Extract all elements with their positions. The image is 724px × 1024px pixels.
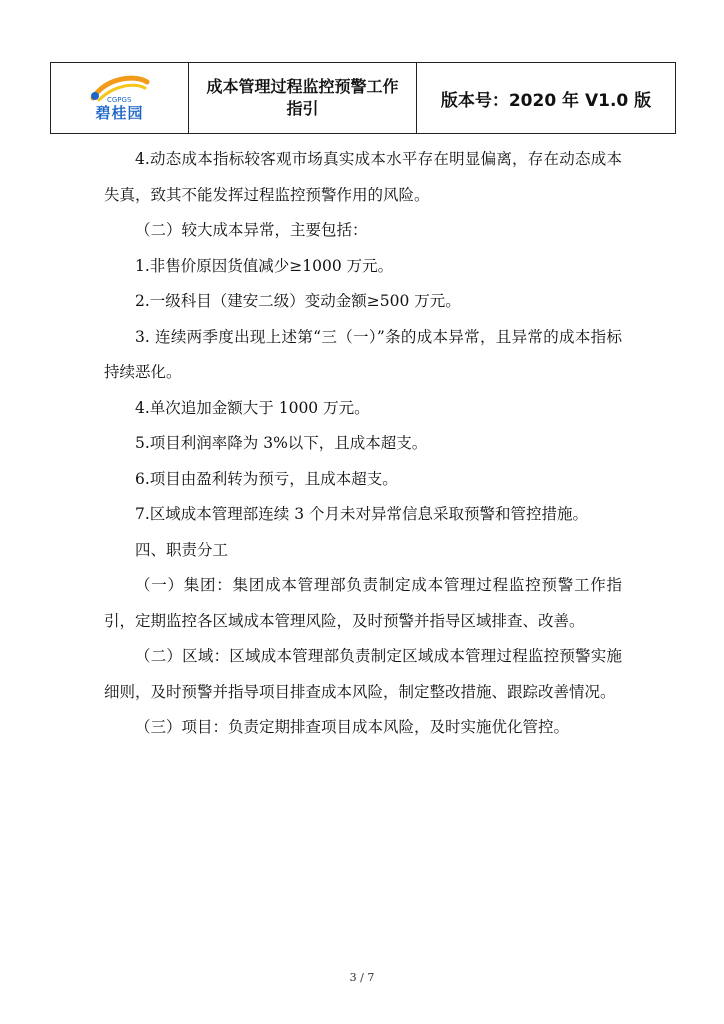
paragraph: 6.项目由盈利转为预亏，且成本超支。 [135, 469, 398, 488]
paragraph: 5.项目利润率降为 3%以下，且成本超支。 [135, 434, 428, 452]
document-title: 成本管理过程监控预警工作指引 [189, 63, 417, 133]
paragraph: （二）较大成本异常，主要包括： [135, 221, 368, 239]
paragraph: 3. 连续两季度出现上述第“三（一）”条的成本异常，且异常的成本指标持续恶化。 [104, 327, 622, 381]
logo-text: 碧桂园 [95, 103, 144, 122]
paragraph: 1.非售价原因货值减少≥1000 万元。 [135, 256, 394, 275]
paragraph: 2.一级科目（建安二级）变动金额≥500 万元。 [135, 292, 461, 310]
svg-text:CGPGS: CGPGS [106, 95, 131, 104]
paragraph: 4.动态成本指标较客观市场真实成本水平存在明显偏离，存在动态成本失真，致其不能发挥过程监控预警作用的风险。 [104, 150, 622, 204]
version-label: 版本号：2020 年 V1.0 版 [440, 90, 652, 111]
section-heading: 四、职责分工 [135, 540, 229, 559]
company-logo-icon [85, 74, 155, 104]
logo-cell [51, 63, 189, 133]
paragraph: （二）区域：区域成本管理部负责制定区域成本管理过程监控预警实施细则，及时预警并指导项目排查成本风险，制定整改措施、跟踪改善情况。 [104, 647, 622, 701]
paragraph: （一）集团：集团成本管理部负责制定成本管理过程监控预警工作指引，定期监控各区域成本管理风险，及时预警并指导区域排查、改善。 [104, 576, 622, 630]
paragraph: 7.区域成本管理部连续 3 个月未对异常信息采取预警和管控措施。 [135, 505, 589, 523]
paragraph: （三）项目：负责定期排查项目成本风险，及时实施优化管控。 [135, 718, 570, 736]
document-body [104, 142, 622, 746]
document-header [50, 62, 676, 134]
paragraph: 4.单次追加金额大于 1000 万元。 [135, 398, 370, 417]
page-number: 3 / 7 [349, 971, 375, 984]
